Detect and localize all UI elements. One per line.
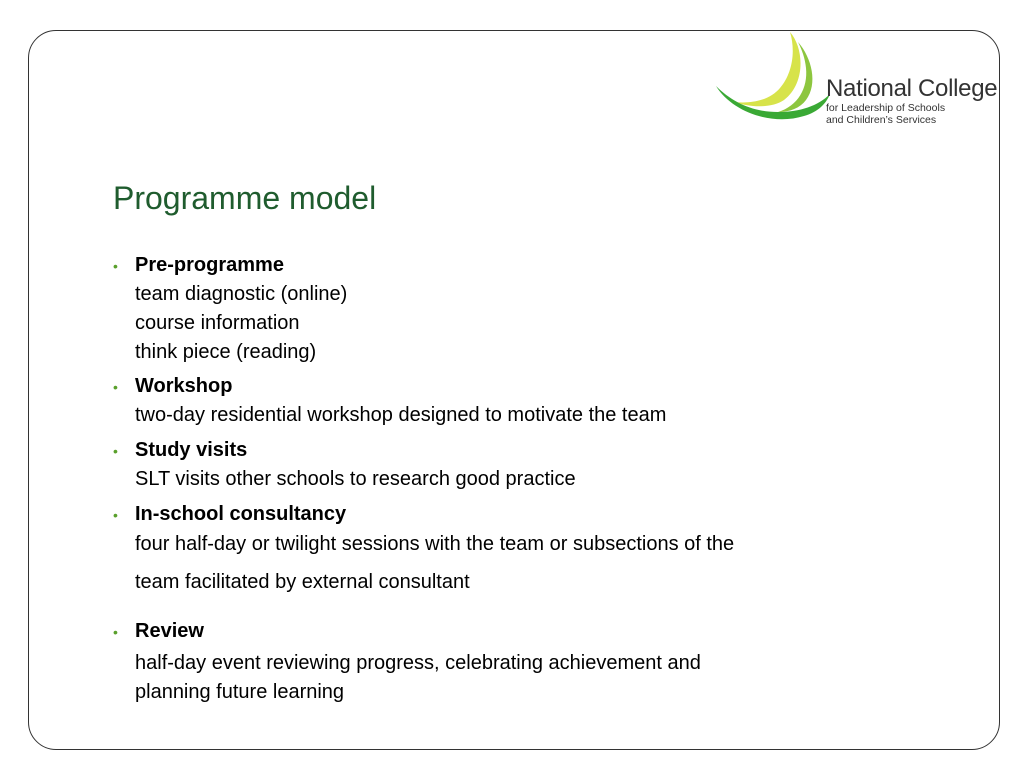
logo-subtitle-line-1: for Leadership of Schools xyxy=(826,102,946,114)
bullet-heading: Review xyxy=(135,620,204,642)
logo-text xyxy=(826,76,997,126)
bullet-line: team facilitated by external consultant xyxy=(135,571,470,593)
bullet-line: course information xyxy=(135,312,300,334)
bullet-heading: In-school consultancy xyxy=(135,503,347,525)
bullet-heading: Workshop xyxy=(135,375,233,397)
bullet-dot-icon: • xyxy=(113,443,118,459)
bullet-line: SLT visits other schools to research good practice xyxy=(135,468,576,490)
bullet-dot-icon: • xyxy=(113,258,118,274)
bullet-heading: Pre-programme xyxy=(135,254,284,276)
logo-subtitle-line-2: and Children’s Services xyxy=(826,114,937,126)
bullet-line: half-day event reviewing progress, celebrating achievement and xyxy=(135,652,701,674)
bullet-dot-icon: • xyxy=(113,507,118,523)
slide-title: Programme model xyxy=(113,180,377,216)
bullet-line: two-day residential workshop designed to motivate the team xyxy=(135,404,667,426)
bullet-line: planning future learning xyxy=(135,681,345,703)
bullet-line: think piece (reading) xyxy=(135,341,317,363)
bullet-line: four half-day or twilight sessions with the team or subsections of the xyxy=(135,533,735,555)
bullet-line: team diagnostic (online) xyxy=(135,283,348,305)
bullet-heading: Study visits xyxy=(135,439,248,461)
bullet-dot-icon: • xyxy=(113,379,118,395)
logo-title: National College xyxy=(826,75,998,102)
bullet-dot-icon: • xyxy=(113,624,118,640)
